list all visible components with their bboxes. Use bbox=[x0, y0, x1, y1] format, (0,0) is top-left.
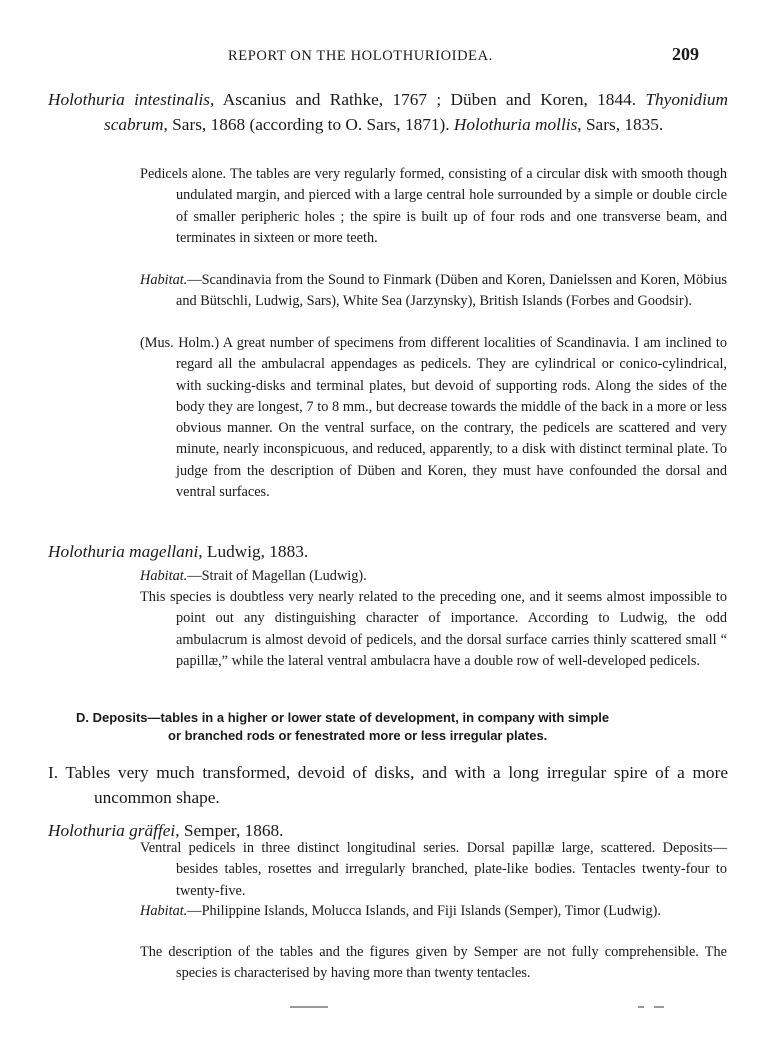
paragraph-museum-notes: (Mus. Holm.) A great number of specimens from different localities of Scandinavia. I am inclined to regard all the ambulacral appendages as pedicels. They are cylindrical or conico-cylindrical, with sucking-disks and terminal plates, but devoid of supporting rods. Along the sides of the body they are longest, 7 to 8 mm., but decrease towards the middle of the back in a more or less obvious manner. On the ventral surface, on the contrary, the pedicels are scattered and very minute, nearly inconspicuous, and reduced, apparently, to a disk with distinct terminal plate. To judge from the description of Düben and Koren, they must have confounded the dorsal and ventral surfaces. bbox=[140, 335, 727, 501]
species-citation: , Ascanius and Rathke, 1767 ; Düben and Koren, 1844. bbox=[210, 90, 646, 109]
habitat-text: —Strait of Magellan (Ludwig). bbox=[187, 568, 367, 584]
synonym-name: Thyonidium scabrum bbox=[104, 90, 728, 134]
species-name: Holothuria intestinalis bbox=[48, 90, 211, 109]
habitat-label: Habitat. bbox=[140, 272, 188, 288]
cut-off-text-line bbox=[250, 1000, 680, 1010]
habitat-label: Habitat. bbox=[140, 903, 188, 919]
paragraph-pedicels: Pedicels alone. The tables are very regularly formed, consisting of a circular disk with smooth though undulated margin, and pierced with a large central hole surrounded by a simple or double circle of smaller peripheric holes ; the spire is built up of four rods and one transverse beam, and terminates in sixteen or more teeth. bbox=[140, 166, 727, 246]
species-citation: , Ludwig, 1883. bbox=[198, 542, 309, 561]
species-heading-magellani bbox=[48, 539, 728, 564]
paragraph-magellani-description: This species is doubtless very nearly related to the preceding one, and it seems almost impossible to point out any distinguishing character of importance. According to Ludwig, the odd ambulacrum is almost devoid of pedicels, and the dorsal surface carries thinly scattered small “ papillæ,” while the lateral ventral ambulacra have a double row of well-developed pedicels. bbox=[140, 589, 727, 669]
synonym-citation: , Sars, 1835. bbox=[577, 115, 664, 134]
running-header bbox=[0, 44, 776, 68]
synonym-name: Holothuria mollis bbox=[453, 115, 578, 134]
page-number: 209 bbox=[672, 44, 699, 64]
habitat-text: —Philippine Islands, Molucca Islands, and Fiji Islands (Semper), Timor (Ludwig). bbox=[187, 903, 662, 919]
paragraph-habitat-intestinalis bbox=[140, 270, 727, 313]
section-d-line2: or branched rods or fenestrated more or less irregular plates. bbox=[168, 728, 548, 743]
species-name: Holothuria magellani bbox=[48, 542, 199, 561]
paragraph-habitat-magellani bbox=[140, 566, 727, 587]
cut-off-marks bbox=[250, 1000, 680, 1010]
section-i-heading: I. Tables very much transformed, devoid of disks, and with a long irregular spire of a more uncommon shape. bbox=[48, 763, 728, 807]
species-heading-intestinalis bbox=[48, 87, 728, 137]
paragraph-graeffei-ventral: Ventral pedicels in three distinct longitudinal series. Dorsal papillæ large, scattered. Deposits—besides tables, rosettes and irregularly branched, plate-like bodies. Tentacles twenty-four to twenty-five. bbox=[140, 840, 727, 899]
habitat-text: —Scandinavia from the Sound to Finmark (Düben and Koren, Danielssen and Koren, Möbius and Bütschli, Ludwig, Sars), White Sea (Jarzynsky), British Islands (Forbes and Goodsir). bbox=[176, 272, 727, 310]
section-d-heading bbox=[76, 709, 736, 745]
paragraph-habitat-graeffei bbox=[140, 901, 727, 922]
paragraph-graeffei-description: The description of the tables and the figures given by Semper are not fully comprehensible. The species is characterised by having more than twenty tentacles. bbox=[140, 944, 727, 982]
species-name: Holothuria gräffei bbox=[48, 821, 176, 840]
synonym-citation: , Sars, 1868 (according to O. Sars, 1871). bbox=[163, 115, 454, 134]
habitat-label: Habitat. bbox=[140, 568, 188, 584]
running-title: REPORT ON THE HOLOTHURIOIDEA. bbox=[228, 48, 493, 64]
species-citation: , Semper, 1868. bbox=[175, 821, 284, 840]
section-d-line1: D. Deposits—tables in a higher or lower state of development, in company with simple bbox=[76, 710, 610, 725]
